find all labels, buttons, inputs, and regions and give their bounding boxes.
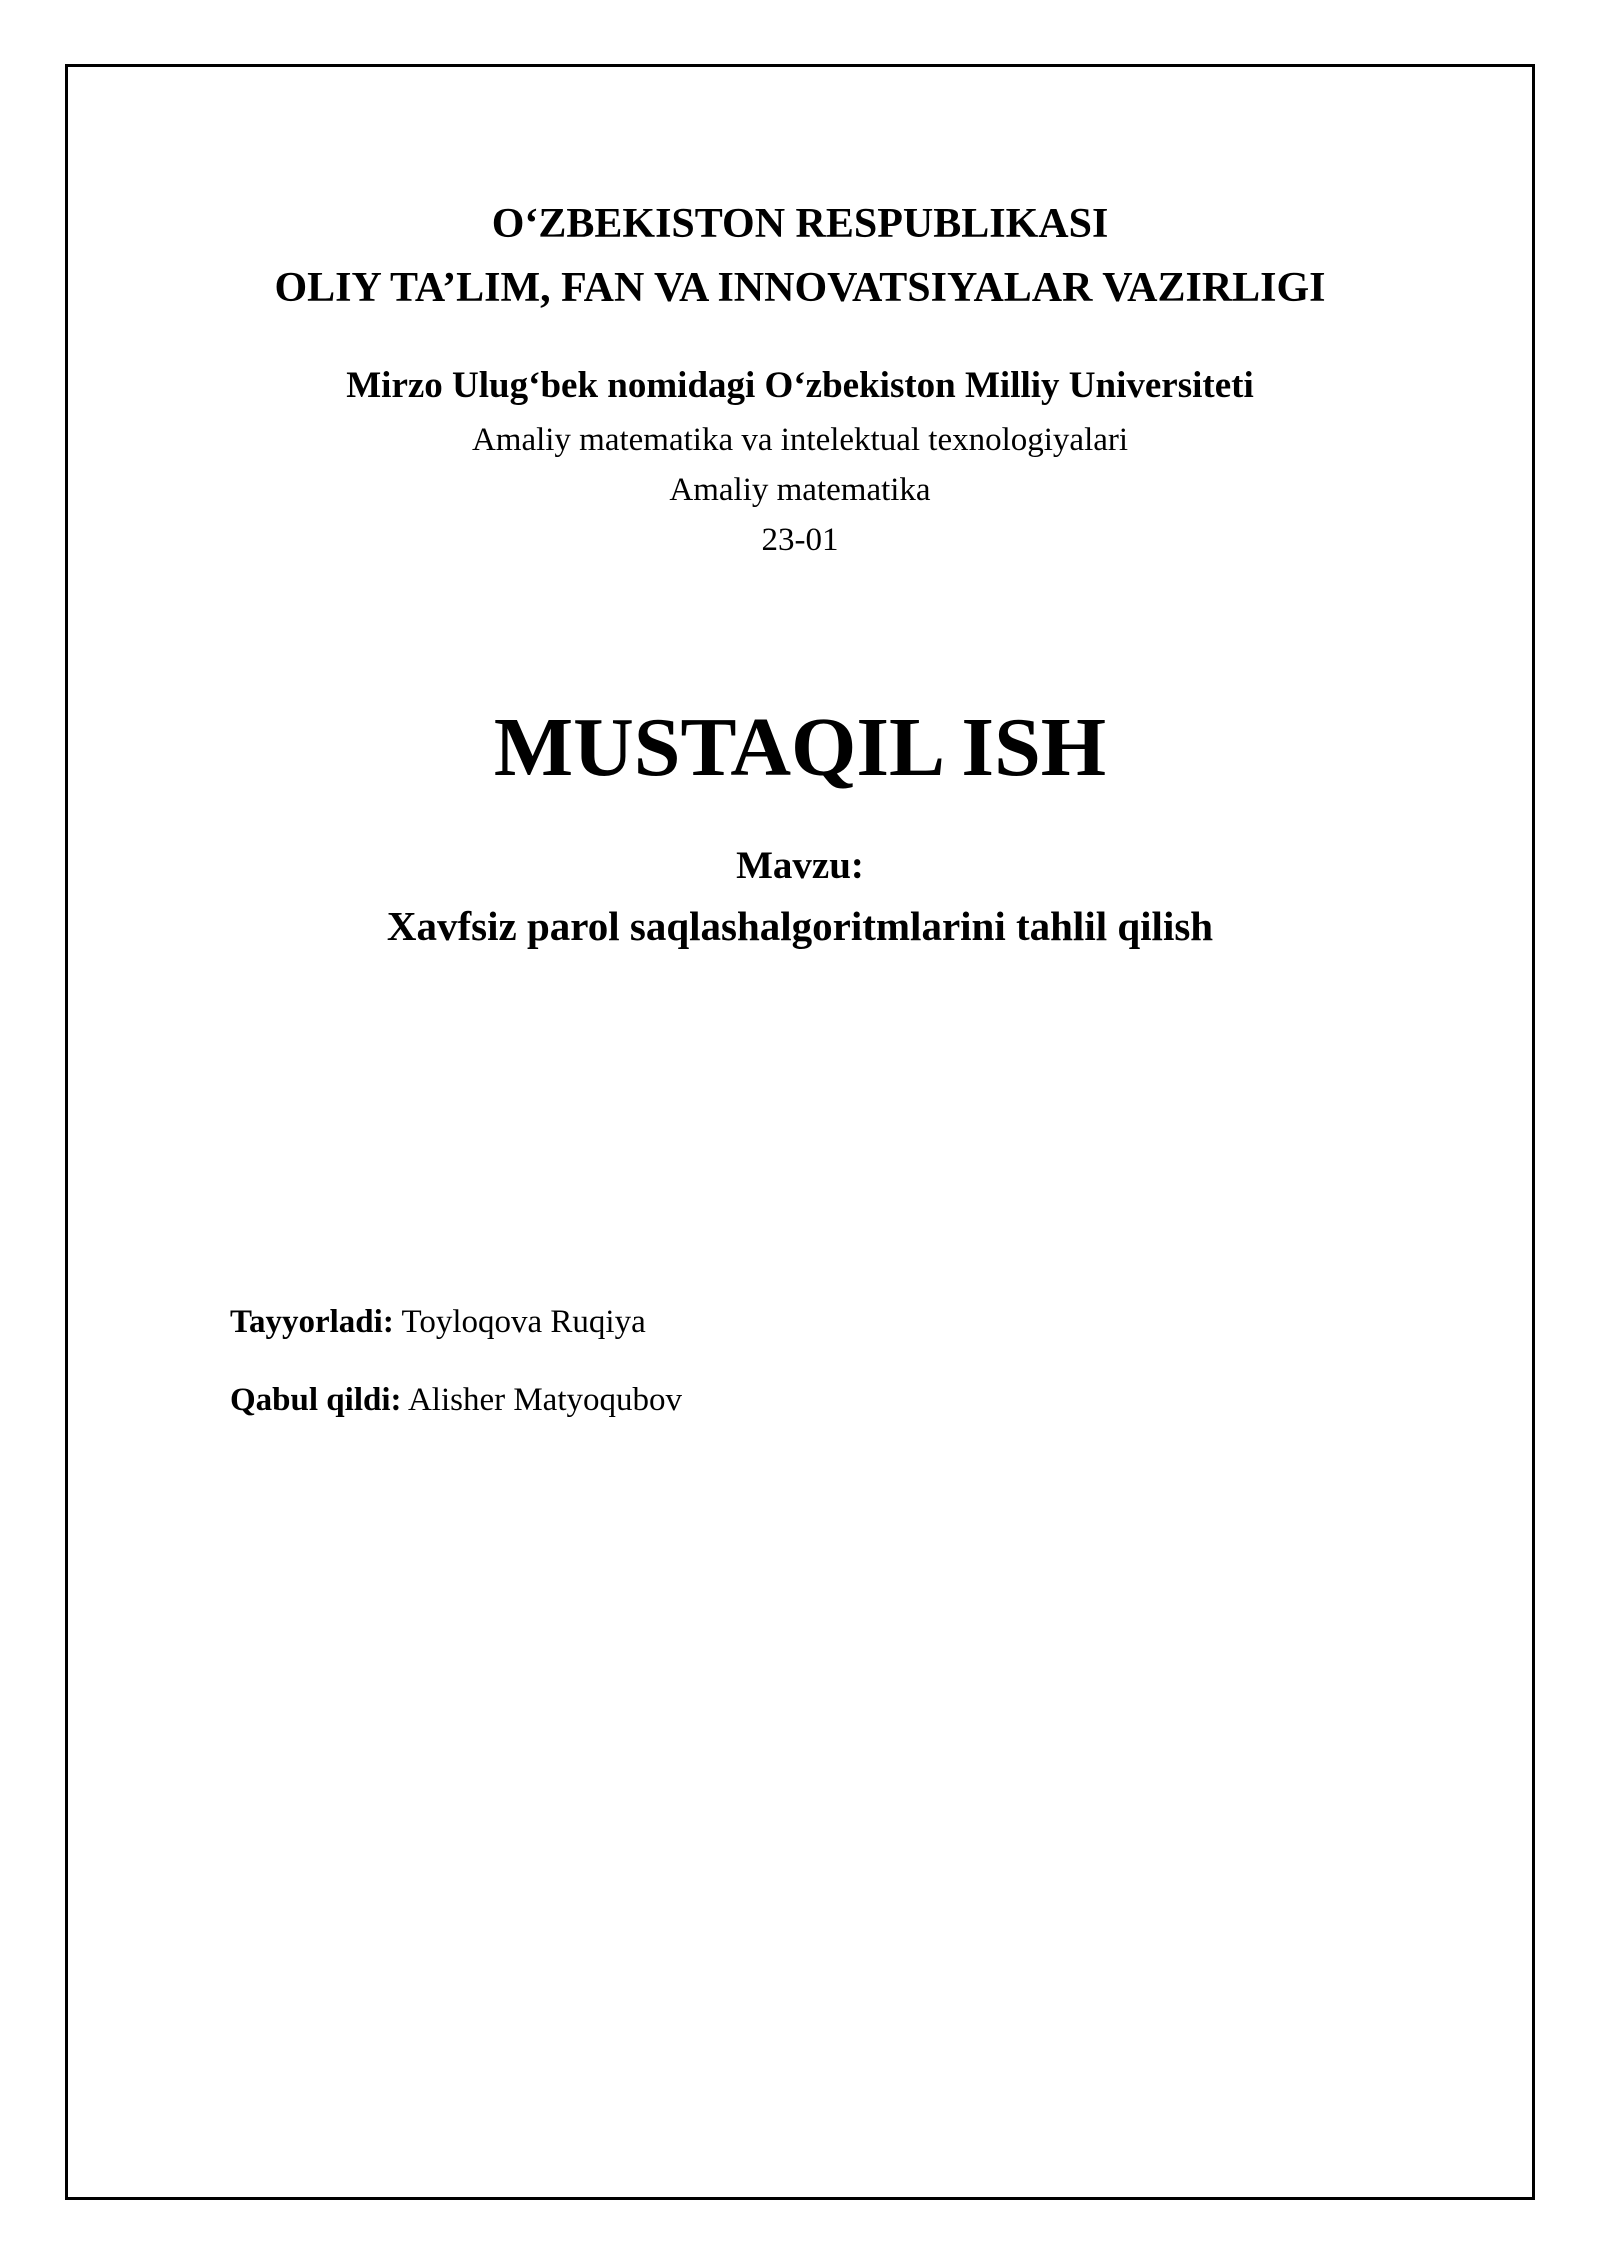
prepared-by-label: Tayyorladi: [230, 1304, 394, 1340]
topic-label: Mavzu: [736, 844, 864, 887]
faculty-name: Amaliy matematika va intelektual texnologiyalari [471, 422, 1129, 458]
accepted-by-line [230, 1378, 682, 1422]
accepted-by-label: Qabul qildi: [230, 1382, 402, 1418]
topic-text: Xavfsiz parol saqlashalgoritmlarini tahlil qilish [386, 903, 1214, 949]
document-title: MUSTAQIL ISH [493, 701, 1107, 794]
prepared-by-name: Toyloqova Ruqiya [401, 1304, 646, 1340]
accepted-by-name: Alisher Matyoqubov [407, 1382, 682, 1418]
university-name: Mirzo Ulug‘bek nomidagi O‘zbekiston Milliy Universiteti [346, 365, 1254, 406]
country-heading: O‘ZBEKISTON RESPUBLIKASI [491, 201, 1109, 247]
specialty-name: Amaliy matematika [669, 472, 931, 508]
ministry-heading: OLIY TA’LIM, FAN VA INNOVATSIYALAR VAZIRLIGI [274, 265, 1326, 311]
prepared-by-line [230, 1300, 646, 1344]
group-number: 23-01 [761, 522, 839, 558]
